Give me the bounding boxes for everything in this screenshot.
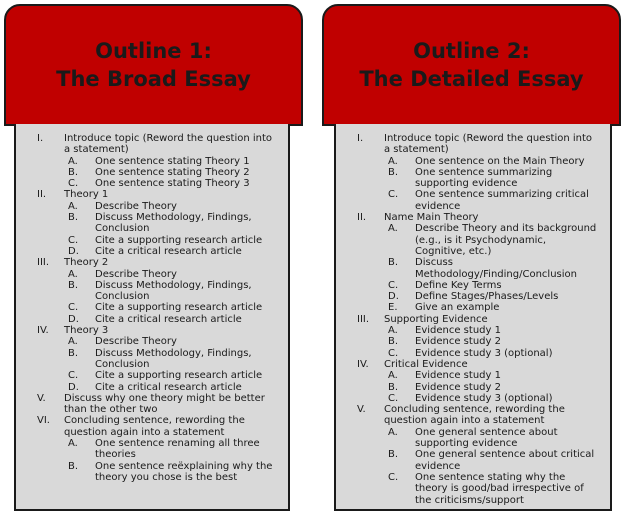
- outline-item: [357, 189, 596, 200]
- outline-item-text: Describe Theory and its background: [415, 223, 597, 235]
- outline-item-text: question again into a statement: [64, 426, 225, 438]
- outline-item-text: supporting evidence: [415, 178, 518, 190]
- outline-item-text: Cite a critical research article: [95, 381, 242, 393]
- outline-item: [37, 427, 272, 438]
- outline-item: [357, 133, 596, 144]
- outline-item: [37, 472, 272, 483]
- outline-item-marker: [357, 438, 415, 449]
- outline-item: [357, 201, 596, 212]
- outline-item-marker: C.: [68, 370, 79, 382]
- outline-item: [357, 280, 596, 291]
- outline-item-text: Critical Evidence: [384, 358, 468, 370]
- outline-item-text: Name Main Theory: [384, 212, 479, 224]
- outline-item: [37, 370, 272, 381]
- outline-item-marker: C.: [68, 302, 79, 314]
- outline-item-marker: A.: [388, 325, 398, 337]
- outline-item: [37, 156, 272, 167]
- outline-item-marker: C.: [388, 392, 399, 404]
- outline-2-header: [322, 4, 621, 126]
- outline-item: [37, 314, 272, 325]
- outline-item-text: One sentence stating Theory 1: [95, 155, 250, 167]
- outline-item-text: One general sentence about: [415, 426, 558, 438]
- outline-item-text: One sentence stating Theory 3: [95, 178, 250, 190]
- outline-item-marker: B.: [68, 460, 79, 472]
- outline-item: [37, 280, 272, 291]
- outline-item: [357, 269, 596, 280]
- outline-item-text: Supporting Evidence: [384, 313, 488, 325]
- outline-item-marker: IV.: [357, 358, 369, 370]
- outline-item: [37, 415, 272, 426]
- outline-item-marker: C.: [388, 189, 399, 201]
- outline-item: [357, 472, 596, 483]
- outline-item-text: Give an example: [415, 302, 500, 314]
- outline-item-text: One sentence summarizing: [415, 166, 553, 178]
- outline-item-text: Conclusion: [95, 291, 150, 303]
- outline-item: [357, 223, 596, 234]
- outline-item: [357, 167, 596, 178]
- outline-item-marker: D.: [388, 291, 399, 303]
- outline-item: [37, 325, 272, 336]
- outline-item: [357, 314, 596, 325]
- outline-item-marker: III.: [37, 257, 50, 269]
- outline-item-text: evidence: [415, 200, 461, 212]
- outline-item-marker: E.: [388, 302, 398, 314]
- outline-item-text: supporting evidence: [415, 438, 518, 450]
- outline-item: [37, 235, 272, 246]
- outline-item-text: theory you chose is the best: [95, 471, 238, 483]
- outline-item-text: Cite a critical research article: [95, 313, 242, 325]
- outline-item-text: a statement): [384, 144, 449, 156]
- outline-item: [37, 178, 272, 189]
- outline-item-text: One sentence stating why the: [415, 471, 566, 483]
- outline-item-text: Evidence study 2: [415, 336, 501, 348]
- outline-item-text: theories: [95, 449, 136, 461]
- outline-item-text: Discuss why one theory might be better: [64, 392, 265, 404]
- outline-item: [357, 144, 596, 155]
- outline-item-text: Methodology/Finding/Conclusion: [415, 268, 577, 280]
- outline-item-text: Theory 2: [64, 257, 109, 269]
- outline-item-text: Describe Theory: [95, 268, 177, 280]
- outline-item: [37, 269, 272, 280]
- outline-1-title-line1: Outline 1:: [95, 39, 212, 63]
- outline-item-text: Discuss: [415, 257, 453, 269]
- outline-item-marker: I.: [37, 133, 44, 144]
- outline-item-marker: C.: [388, 471, 399, 483]
- outline-item-text: evidence: [415, 460, 461, 472]
- outline-item-marker: I.: [357, 133, 364, 144]
- outline-item-text: Theory 3: [64, 325, 109, 337]
- outline-item: [357, 483, 596, 494]
- outline-item: [37, 382, 272, 393]
- outline-item-text: One sentence reëxplaining why the: [95, 460, 273, 472]
- outline-item-marker: B.: [388, 381, 399, 393]
- outline-item-text: Cite a supporting research article: [95, 302, 263, 314]
- outline-item-marker: A.: [68, 155, 78, 167]
- outline-item-marker: B.: [388, 166, 399, 178]
- outline-item: [357, 495, 596, 506]
- outline-item-text: Discuss Methodology, Findings,: [95, 347, 252, 359]
- outline-item: [37, 133, 272, 144]
- outline-item-marker: [37, 359, 95, 370]
- outline-item-marker: [37, 404, 64, 415]
- outline-item-text: Concluding sentence, rewording the: [384, 404, 565, 416]
- outline-item-text: Introduce topic (Reword the question into: [384, 133, 593, 144]
- outline-item-text: question again into a statement: [384, 415, 545, 427]
- outline-item: [37, 449, 272, 460]
- outline-item: [357, 404, 596, 415]
- outline-item-text: than the other two: [64, 404, 158, 416]
- outline-item-marker: B.: [388, 336, 399, 348]
- outline-item-marker: C.: [68, 234, 79, 246]
- outline-item: [357, 393, 596, 404]
- outline-item: [37, 404, 272, 415]
- outline-item-marker: [357, 495, 415, 506]
- outline-item-marker: B.: [68, 347, 79, 359]
- outline-item-text: One sentence summarizing critical: [415, 189, 589, 201]
- outline-item-marker: D.: [68, 313, 79, 325]
- outline-item: [37, 223, 272, 234]
- outline-item-marker: C.: [68, 178, 79, 190]
- outline-item-text: theory is good/bad irrespective of: [415, 483, 584, 495]
- outline-item-marker: C.: [388, 279, 399, 291]
- outline-item: [357, 415, 596, 426]
- outline-item: [357, 359, 596, 370]
- outline-item-marker: C.: [388, 347, 399, 359]
- outline-item-marker: [37, 223, 95, 234]
- outline-item-text: Evidence study 1: [415, 370, 501, 382]
- outline-item: [37, 438, 272, 449]
- outline-item-marker: [357, 201, 415, 212]
- outline-item: [37, 359, 272, 370]
- outline-item-marker: II.: [37, 189, 47, 201]
- outline-item-marker: [357, 269, 415, 280]
- outline-item-marker: A.: [68, 438, 78, 450]
- outline-item: [357, 325, 596, 336]
- outline-item-marker: [37, 291, 95, 302]
- outline-item-marker: D.: [68, 381, 79, 393]
- outline-item: [357, 336, 596, 347]
- outline-item-marker: A.: [68, 200, 78, 212]
- outline-1-title-line2: The Broad Essay: [56, 67, 251, 91]
- outline-item: [37, 167, 272, 178]
- outline-item: [37, 336, 272, 347]
- outline-item: [37, 461, 272, 472]
- outline-item-text: (e.g., is it Psychodynamic,: [415, 234, 547, 246]
- outline-item: [37, 144, 272, 155]
- outline-item-text: Evidence study 1: [415, 325, 501, 337]
- outline-item: [357, 449, 596, 460]
- outline-item-text: One sentence renaming all three: [95, 438, 260, 450]
- outline-item-marker: A.: [68, 268, 78, 280]
- outline-item: [357, 302, 596, 313]
- outline-item-text: Discuss Methodology, Findings,: [95, 279, 252, 291]
- outline-item-marker: B.: [388, 257, 399, 269]
- outline-item-marker: VI.: [37, 415, 50, 427]
- outline-item-text: Conclusion: [95, 223, 150, 235]
- outline-item: [357, 246, 596, 257]
- outline-item: [357, 348, 596, 359]
- outline-item: [357, 370, 596, 381]
- outline-item-text: Theory 1: [64, 189, 109, 201]
- outline-item-marker: [357, 246, 415, 257]
- outline-item: [37, 246, 272, 257]
- outline-item-marker: A.: [388, 223, 398, 235]
- outline-item-marker: [37, 144, 64, 155]
- outline-2-list: [357, 133, 596, 506]
- outline-item-marker: [357, 235, 415, 246]
- outline-item: [37, 291, 272, 302]
- outline-item-text: One sentence on the Main Theory: [415, 155, 585, 167]
- outline-item-text: Concluding sentence, rewording the: [64, 415, 245, 427]
- outline-item-text: Define Key Terms: [415, 279, 502, 291]
- outline-item: [37, 257, 272, 268]
- outline-2-title-line1: Outline 2:: [413, 39, 530, 63]
- outline-item-text: Evidence study 3 (optional): [415, 347, 553, 359]
- outline-item: [37, 393, 272, 404]
- outline-item: [37, 212, 272, 223]
- outline-item-marker: [357, 415, 384, 426]
- outline-1-list: [37, 133, 272, 483]
- outline-item-marker: D.: [68, 245, 79, 257]
- outline-item: [37, 201, 272, 212]
- outline-item-text: One sentence stating Theory 2: [95, 166, 250, 178]
- outline-item: [357, 156, 596, 167]
- outline-item-text: Discuss Methodology, Findings,: [95, 212, 252, 224]
- outline-item-text: Cite a supporting research article: [95, 370, 263, 382]
- outline-item: [357, 257, 596, 268]
- outline-item-marker: V.: [37, 392, 46, 404]
- outline-item-marker: V.: [357, 404, 366, 416]
- outline-item-marker: B.: [388, 449, 399, 461]
- outline-item-marker: II.: [357, 212, 367, 224]
- outline-item-marker: III.: [357, 313, 370, 325]
- outline-item-text: Conclusion: [95, 358, 150, 370]
- outline-item-marker: A.: [388, 370, 398, 382]
- outline-item: [37, 348, 272, 359]
- outline-item: [357, 461, 596, 472]
- outline-item-text: Describe Theory: [95, 200, 177, 212]
- outline-1-header: [4, 4, 303, 126]
- outline-item-marker: [37, 427, 64, 438]
- outline-item: [357, 235, 596, 246]
- outline-item: [37, 189, 272, 200]
- outline-item-text: Cite a critical research article: [95, 245, 242, 257]
- outline-item-marker: [37, 472, 95, 483]
- outline-item-text: the criticisms/support: [415, 494, 524, 506]
- outline-item-marker: [357, 144, 384, 155]
- outline-item: [357, 382, 596, 393]
- outline-item-text: Evidence study 2: [415, 381, 501, 393]
- outline-item: [357, 427, 596, 438]
- outline-item: [357, 291, 596, 302]
- outline-item-marker: [37, 449, 95, 460]
- outline-item-marker: [357, 461, 415, 472]
- outline-2-title-line2: The Detailed Essay: [359, 67, 584, 91]
- outline-item-text: Evidence study 3 (optional): [415, 392, 553, 404]
- outline-item-marker: A.: [388, 155, 398, 167]
- outline-item-marker: A.: [68, 336, 78, 348]
- outline-item-text: Describe Theory: [95, 336, 177, 348]
- outline-item-text: One general sentence about critical: [415, 449, 595, 461]
- outline-item: [357, 178, 596, 189]
- outline-item-text: Introduce topic (Reword the question into: [64, 133, 273, 144]
- outline-item-marker: B.: [68, 166, 79, 178]
- outline-item-marker: B.: [68, 279, 79, 291]
- outline-item-text: a statement): [64, 144, 129, 156]
- outline-item: [357, 438, 596, 449]
- outline-item-marker: B.: [68, 212, 79, 224]
- outline-item-text: Define Stages/Phases/Levels: [415, 291, 559, 303]
- outline-item: [37, 302, 272, 313]
- outline-item-marker: [357, 483, 415, 494]
- outline-item-marker: A.: [388, 426, 398, 438]
- outline-1-body: [14, 124, 290, 511]
- outline-item-text: Cognitive, etc.): [415, 245, 492, 257]
- outline-item-marker: IV.: [37, 325, 49, 337]
- outline-item-marker: [357, 178, 415, 189]
- outline-2-body: [334, 124, 612, 511]
- outline-item-text: Cite a supporting research article: [95, 234, 263, 246]
- outline-item: [357, 212, 596, 223]
